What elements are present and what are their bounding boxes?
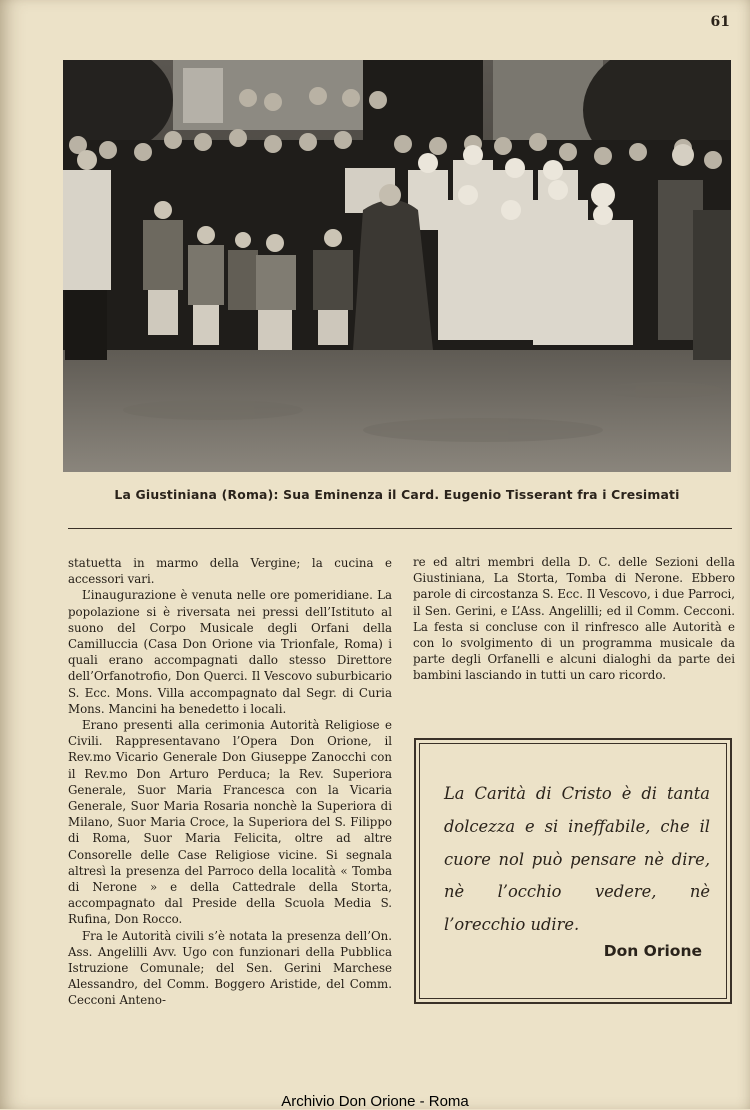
section-divider (68, 528, 732, 529)
article-paragraph: Erano presenti alla cerimonia Autorità Religiose e Civili. Rappresentavano l’Opera Don Orione, il Rev.mo Vicario Generale Don Giuseppe Zanocchi con il Rev.mo Don Arturo Perduca; la Rev. Superiora Generale, Suor Maria Francesca con la Vicaria Generale, Suor Maria Rosaria nonchè la Superiora di Milano, Suor Maria Croce, la Superiora del S. Filippo di Roma, Suor Maria Felicita, oltre ad altre Consorelle delle Case Religiose vicine. Si segnala altresì la presenza del Parroco della località « Tomba di Nerone » e della Cattedrale della Storta, accompagnato dal Preside della Scuola Media S. Rufina, Don Rocco. (68, 718, 392, 927)
quote-text: La Carità di Cristo è di tanta dolcezza e si ineffabile, che il cuore nol può pensare nè dire, nè l’occhio vedere, nè l’orecchio udire. (444, 784, 710, 935)
archive-footer: Archivio Don Orione - Roma (281, 1093, 469, 1110)
article-paragraph: re ed altri membri della D. C. delle Sezioni della Giustiniana, La Storta, Tomba di Nerone. Ebbero parole di circostanza S. Ecc. Il Vescovo, i due Parroci, il Sen. Gerini, e L’Ass. Angelilli; ed il Comm. Cecconi. La festa si concluse con il rinfresco alle Autorità e con lo svolgimento di un programma musicale da parte degli Orfanelli e alcuni dialoghi da parte dei bambini lasciando in tutti un caro ricordo. (413, 555, 735, 683)
quote-author: Don Orione (603, 942, 702, 960)
page-number: 61 (710, 14, 730, 30)
group-photo (63, 60, 731, 472)
article-paragraph: L’inaugurazione è venuta nelle ore pomeridiane. La popolazione si è riversata nei pressi dell’Istituto al suono del Corpo Musicale degli Orfani della Camilluccia (Casa Don Orione via Trionfale, Roma) i quali erano accompagnati dallo stesso Direttore dell’Orfanotrofio, Don Querci. Il Vescovo suburbicario S. Ecc. Mons. Villa accompagnato dal Segr. di Curia Mons. Mancini ha benedetto i locali. (68, 588, 392, 716)
quote-box (414, 738, 732, 1004)
article-left-column (68, 555, 392, 1009)
photo-caption: La Giustiniana (Roma): Sua Eminenza il Card. Eugenio Tisserant fra i Cresimati (114, 487, 680, 502)
article-right-column (413, 554, 735, 684)
article-paragraph: statuetta in marmo della Vergine; la cucina e accessori vari. (68, 556, 392, 587)
article-paragraph: Fra le Autorità civili s’è notata la presenza dell’On. Ass. Angelilli Avv. Ugo con funzionari della Pubblica Istruzione Comunale; del Sen. Gerini Marchese Alessandro, del Comm. Boggero Aristide, del Comm. Cecconi Anteno- (68, 928, 392, 1008)
photo-illustration (63, 60, 731, 472)
